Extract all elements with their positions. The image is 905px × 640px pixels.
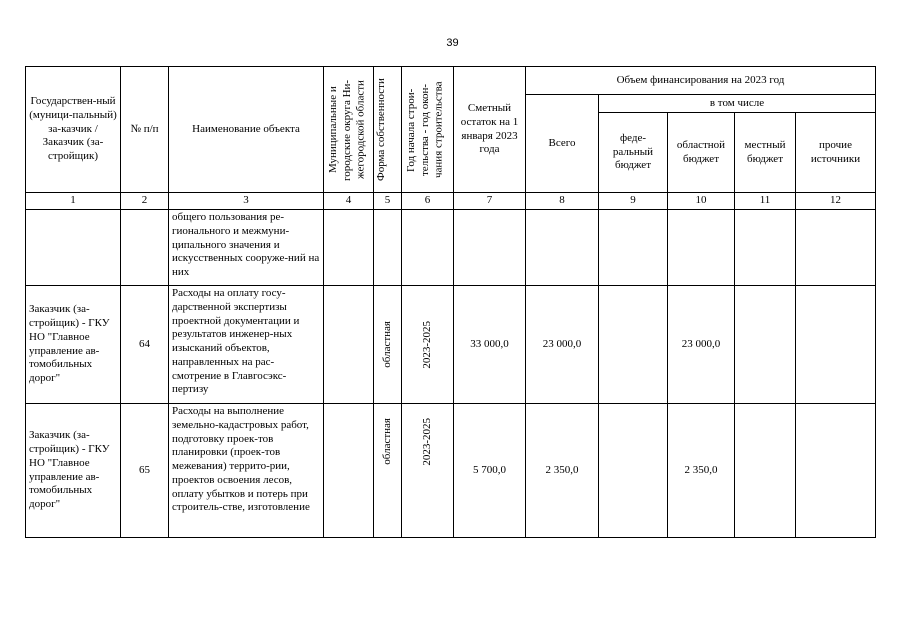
row-estimate [454, 210, 526, 286]
row-customer: Заказчик (за-стройщик) - ГКУ НО "Главное управление ав-томобильных дорог" [26, 404, 121, 538]
header-including: в том числе [599, 95, 876, 113]
header-other: прочие источники [796, 113, 876, 193]
row-total [526, 210, 599, 286]
row-municipal [324, 404, 374, 538]
col-number: 12 [796, 193, 876, 210]
col-number: 10 [668, 193, 735, 210]
row-name: общего пользования ре-гионального и межмуни-ципального значения и искусственных сооруже-ний на них [169, 210, 324, 286]
header-municipal: Муниципальные и городские округа Ни-жегородской области [324, 67, 374, 193]
row-municipal [324, 286, 374, 404]
col-number: 4 [324, 193, 374, 210]
col-number: 3 [169, 193, 324, 210]
header-num: № п/п [121, 67, 169, 193]
table-row [26, 286, 876, 404]
row-other [796, 210, 876, 286]
column-numbers-row [26, 193, 876, 210]
row-num: 65 [121, 404, 169, 538]
header-total: Всего [526, 95, 599, 193]
row-other [796, 286, 876, 404]
header-years: Год начала строи-тельства - год окон-чания строительства [402, 67, 454, 193]
col-number: 1 [26, 193, 121, 210]
col-number: 11 [735, 193, 796, 210]
row-years: 2023-2025 [402, 286, 454, 404]
row-regional [668, 210, 735, 286]
row-customer [26, 210, 121, 286]
col-number: 7 [454, 193, 526, 210]
header-ownership: Форма собственности [374, 67, 402, 193]
header-object-name: Наименование объекта [169, 67, 324, 193]
header-local: местный бюджет [735, 113, 796, 193]
financing-table [25, 66, 876, 538]
row-name: Расходы на выполнение земельно-кадастровых работ, подготовку проек-тов планировки (проек-тов межевания) террито-рии, проектов освоения лесов, оплату убытков и потерь при строитель-стве, изготовление [169, 404, 324, 538]
row-local [735, 404, 796, 538]
row-municipal [324, 210, 374, 286]
header-estimate: Сметный остаток на 1 января 2023 года [454, 67, 526, 193]
col-number: 8 [526, 193, 599, 210]
row-other [796, 404, 876, 538]
col-number: 2 [121, 193, 169, 210]
row-estimate: 33 000,0 [454, 286, 526, 404]
table-row [26, 404, 876, 538]
row-name: Расходы на оплату госу-дарственной экспертизы проектной документации и результатов инженер-ных изысканий объектов, направленных на рас-смотрение в Главгосэкс-пертизу [169, 286, 324, 404]
header-federal: феде-ральный бюджет [599, 113, 668, 193]
row-local [735, 210, 796, 286]
row-total: 2 350,0 [526, 404, 599, 538]
row-total: 23 000,0 [526, 286, 599, 404]
row-years [402, 210, 454, 286]
col-number: 6 [402, 193, 454, 210]
col-number: 9 [599, 193, 668, 210]
row-ownership [374, 210, 402, 286]
header-regional: областной бюджет [668, 113, 735, 193]
row-ownership: областная [374, 286, 402, 404]
col-number: 5 [374, 193, 402, 210]
row-num [121, 210, 169, 286]
table-row [26, 210, 876, 286]
header-funding: Объем финансирования на 2023 год [526, 67, 876, 95]
row-years: 2023-2025 [402, 404, 454, 538]
row-local [735, 286, 796, 404]
row-federal [599, 210, 668, 286]
row-estimate: 5 700,0 [454, 404, 526, 538]
page-number: 39 [446, 37, 459, 49]
row-ownership: областная [374, 404, 402, 538]
row-federal [599, 286, 668, 404]
row-num: 64 [121, 286, 169, 404]
row-federal [599, 404, 668, 538]
row-regional: 23 000,0 [668, 286, 735, 404]
header-customer: Государствен-ный (муници-пальный) за-казчик / Заказчик (за-стройщик) [26, 67, 121, 193]
row-regional: 2 350,0 [668, 404, 735, 538]
row-customer: Заказчик (за-стройщик) - ГКУ НО "Главное управление ав-томобильных дорог" [26, 286, 121, 404]
